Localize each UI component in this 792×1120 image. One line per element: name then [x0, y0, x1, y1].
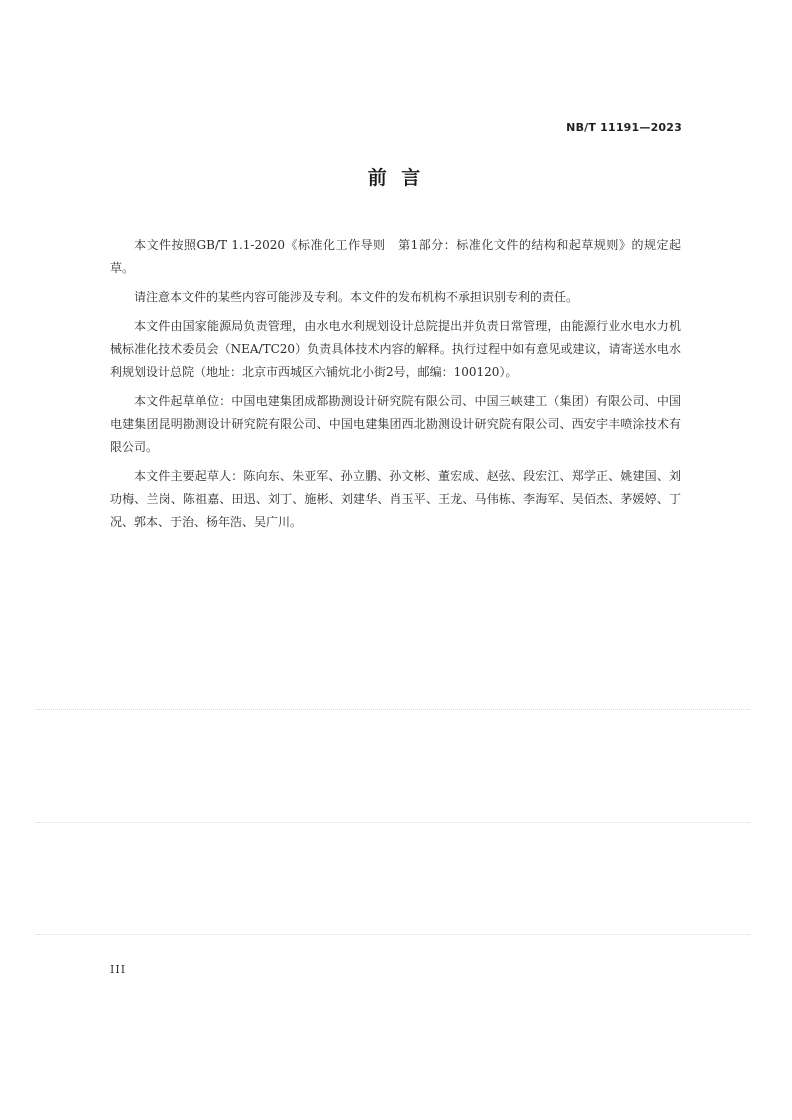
- foreword-body: [110, 234, 681, 540]
- page-number: III: [110, 963, 127, 976]
- paragraph-drafters: 本文件主要起草人：陈向东、朱亚军、孙立鹏、孙文彬、董宏成、赵弦、段宏江、郑学正、姚建国、刘功梅、兰岗、陈祖嘉、田迅、刘丁、施彬、刘建华、肖玉平、王龙、马伟栋、李海军、吴佰杰、茅媛婷、丁况、郭本、于治、杨年浩、吴广川。: [110, 469, 681, 529]
- paragraph-patent-notice: 请注意本文件的某些内容可能涉及专利。本文件的发布机构不承担识别专利的责任。: [134, 290, 579, 304]
- paragraph-drafting-units: 本文件起草单位：中国电建集团成都勘测设计研究院有限公司、中国三峡建工（集团）有限公司、中国电建集团昆明勘测设计研究院有限公司、中国电建集团西北勘测设计研究院有限公司、西安宇丰喷涂技术有限公司。: [110, 394, 681, 454]
- paragraph-drafting-rules: 本文件按照GB/T 1.1-2020《标准化工作导则 第1部分：标准化文件的结构和起草规则》的规定起草。: [110, 238, 681, 275]
- paragraph-management: 本文件由国家能源局负责管理，由水电水利规划设计总院提出并负责日常管理，由能源行业水电水力机械标准化技术委员会（NEA/TC20）负责具体技术内容的解释。执行过程中如有意见或建议，请寄送水电水利规划设计总院（地址：北京市西城区六铺炕北小街2号，邮编：100120）。: [110, 319, 681, 379]
- divider-line: [36, 822, 750, 823]
- page-title: 前 言: [367, 167, 425, 189]
- document-code: NB/T 11191—2023: [566, 121, 682, 134]
- divider-line: [36, 709, 750, 710]
- divider-line: [36, 934, 750, 935]
